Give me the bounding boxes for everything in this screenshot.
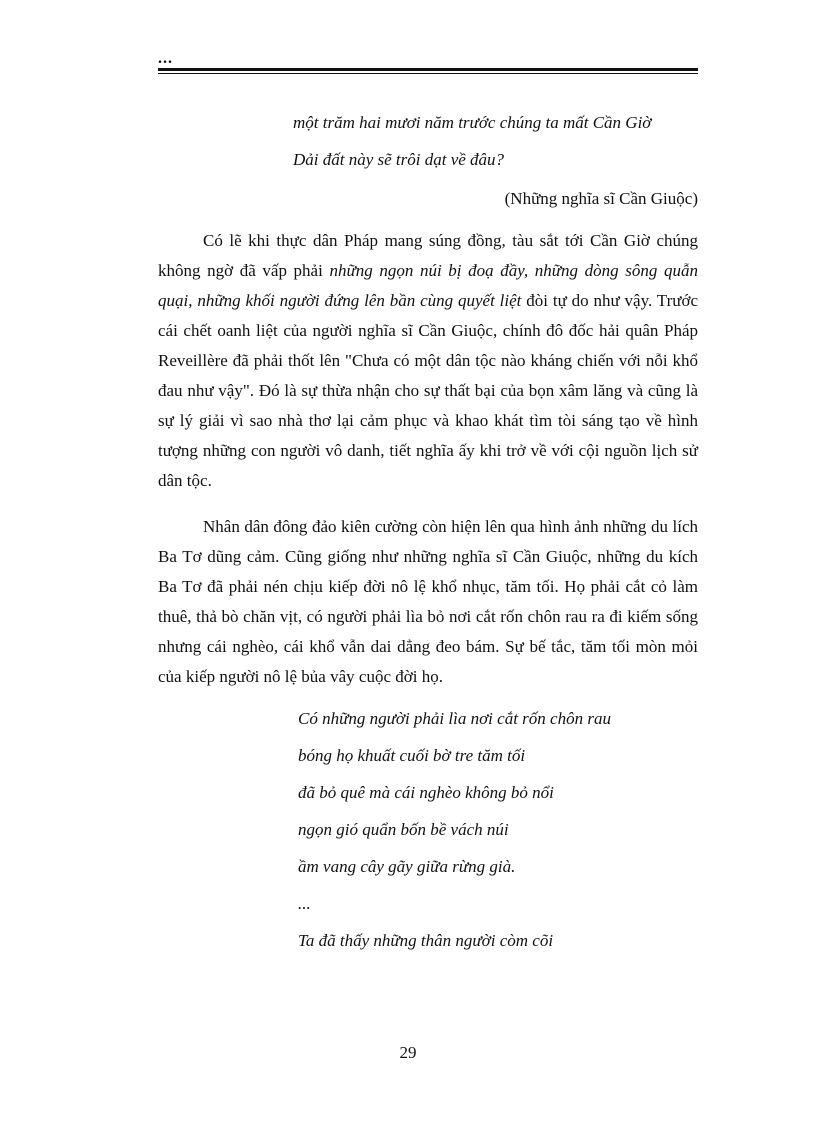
header-rule-thick (158, 68, 698, 71)
page-content (158, 112, 698, 967)
paragraph-2: Nhân dân đông đảo kiên cường còn hiện lên qua hình ảnh những du lích Ba Tơ dũng cảm. Cũng giống như những nghĩa sĩ Cần Giuộc, những du kích Ba Tơ đã phải nén chịu kiếp đời nô lệ khổ nhục, tăm tối. Họ phải cắt cỏ làm thuê, thả bò chăn vịt, có người phải lìa bỏ nơi cắt rốn chôn rau ra đi kiếm sống nhưng cái nghèo, cái khổ vẫn dai dẳng đeo bám. Sự bế tắc, tăm tối mòn mỏi của kiếp người nô lệ bủa vây cuộc đời họ. (158, 517, 698, 686)
paragraph-1 (158, 226, 698, 496)
verse-citation: (Những nghĩa sĩ Cần Giuộc) (504, 189, 698, 208)
verse-1 (158, 112, 698, 186)
page-number: 29 (399, 1043, 417, 1062)
verse-2-line: Có những người phải lìa nơi cắt rốn chôn rau (298, 709, 611, 728)
verse-1-line: một trăm hai mươi năm trước chúng ta mất Cần Giờ (293, 113, 652, 132)
paragraph-1-text-after: đòi tự do như vậy. Trước cái chết oanh liệt của người nghĩa sĩ Cần Giuộc, chính đô đốc hải quân Pháp Reveillère đã phải thốt lên "Chưa có một dân tộc nào kháng chiến với nỗi khổ đau như vậy". Đó là sự thừa nhận cho sự thất bại của bọn xâm lăng và cũng là sự lý giải vì sao nhà thơ lại cảm phục và khao khát tìm tòi sáng tạo về hình tượng những con người vô danh, tiết nghĩa ấy khi trở về với cội nguồn lịch sử dân tộc. (158, 291, 698, 490)
verse-2 (158, 708, 698, 967)
header-mark: ... (158, 50, 173, 67)
verse-2-line: bóng họ khuất cuối bờ tre tăm tối (298, 746, 526, 765)
verse-2-line: đã bỏ quê mà cái nghèo không bỏ nổi (298, 783, 554, 802)
paragraph-1-emphasis: những ngọn núi bị đoạ đầy, những dòng sông quẫn quại, những khối người đứng lên bần cùng quyết liệt (158, 261, 698, 310)
verse-2-line: ầm vang cây gãy giữa rừng già. (298, 857, 516, 876)
paragraph-1-text-before: Có lẽ khi thực dân Pháp mang súng đồng, tàu sắt tới Cần Giờ chúng không ngờ đã vấp phải (158, 231, 698, 280)
verse-2-line: Ta đã thấy những thân người còm cõi (298, 931, 554, 950)
verse-2-line: ngọn gió quẩn bốn bề vách núi (298, 820, 509, 839)
verse-1-line: Dải đất này sẽ trôi dạt về đâu? (293, 150, 505, 169)
verse-2-ellipsis: ... (298, 894, 311, 913)
header-rule-thin (158, 73, 698, 74)
